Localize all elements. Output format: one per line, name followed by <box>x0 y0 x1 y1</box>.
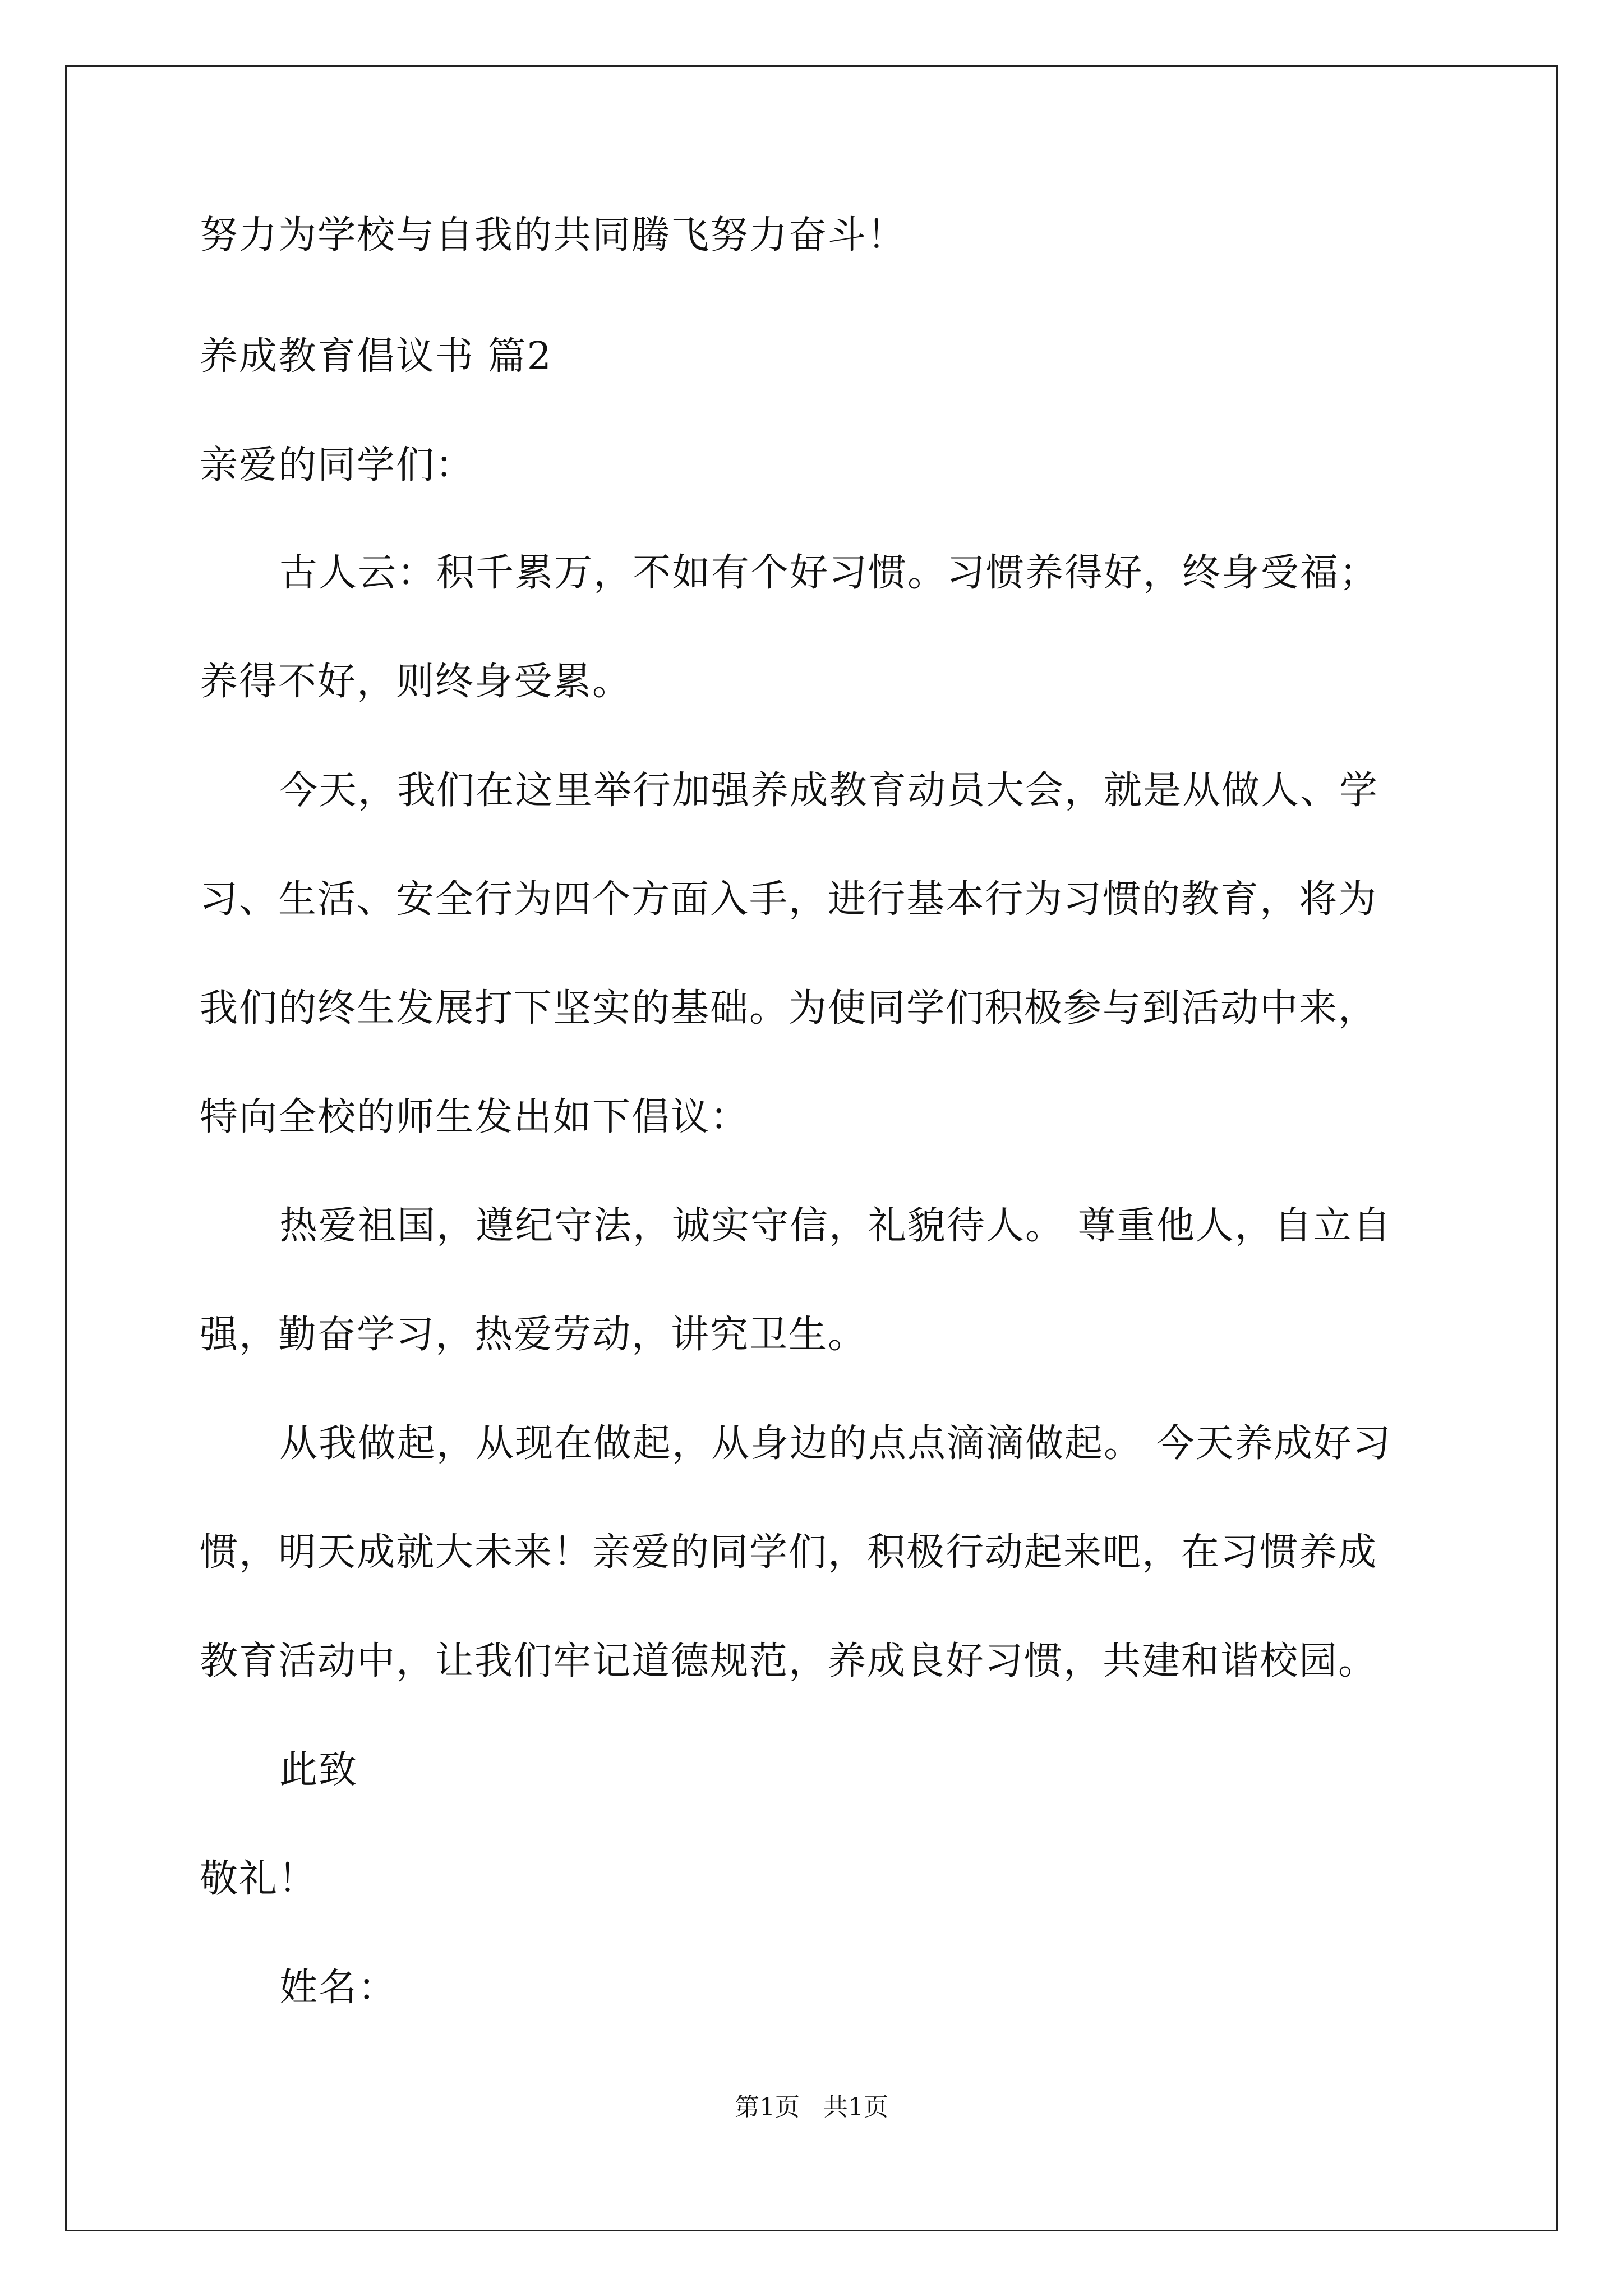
paragraph-line: 惯，明天成就大未来！亲爱的同学们，积极行动起来吧，在习惯养成 <box>200 1530 1378 1575</box>
paragraph-line: 今天，我们在这里举行加强养成教育动员大会，就是从做人、学 <box>279 769 1379 813</box>
salutation: 亲爱的同学们： <box>200 443 475 487</box>
paragraph-line: 强，勤奋学习，热爱劳动，讲究卫生。 <box>200 1313 868 1357</box>
paragraph-line: 习、生活、安全行为四个方面入手，进行基本行为习惯的教育，将为 <box>200 877 1378 922</box>
page-number-footer: 第1页 共1页 <box>735 2093 888 2122</box>
page-border <box>65 65 1558 2231</box>
paragraph-line: 从我做起，从现在做起，从身边的点点滴滴做起。 今天养成好习 <box>279 1421 1392 1466</box>
signature-name-label: 姓名： <box>279 1966 398 2010</box>
closing-phrase: 此致 <box>279 1748 358 1792</box>
closing-sentence: 努力为学校与自我的共同腾飞努力奋斗！ <box>200 213 907 257</box>
paragraph-line: 特向全校的师生发出如下倡议： <box>200 1095 750 1139</box>
paragraph-line: 热爱祖国，遵纪守法，诚实守信，礼貌待人。 尊重他人，自立自 <box>279 1204 1392 1248</box>
paragraph-line: 养得不好，则终身受累。 <box>200 660 632 704</box>
closing-salute: 敬礼！ <box>200 1857 318 1901</box>
section-title: 养成教育倡议书 篇2 <box>200 334 552 379</box>
paragraph-line: 教育活动中，让我们牢记道德规范，养成良好习惯，共建和谐校园。 <box>200 1639 1378 1683</box>
paragraph-line: 我们的终生发展打下坚实的基础。为使同学们积极参与到活动中来， <box>200 986 1378 1030</box>
paragraph-line: 古人云：积千累万，不如有个好习惯。习惯养得好，终身受福； <box>279 551 1379 595</box>
